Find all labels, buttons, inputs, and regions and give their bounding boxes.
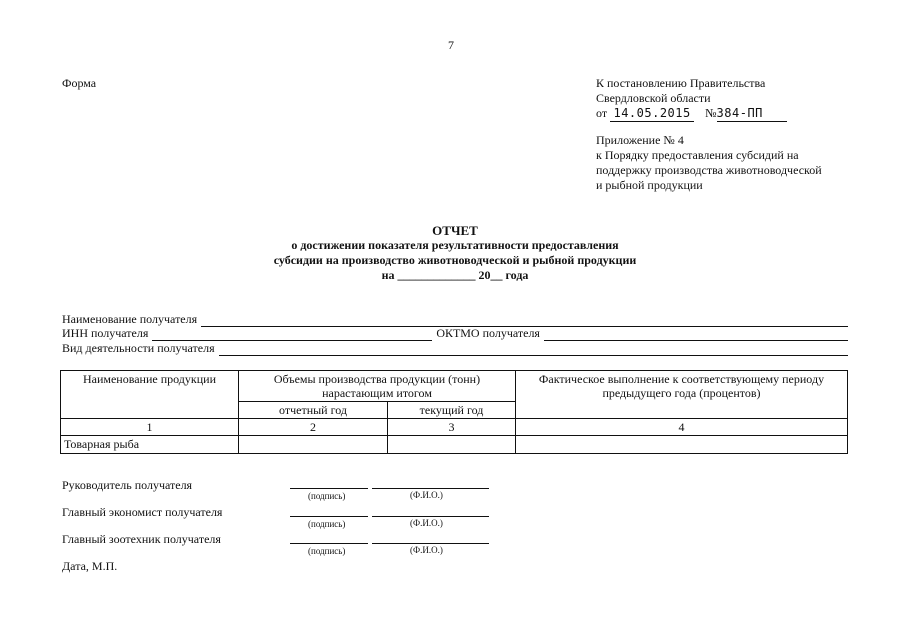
head-fio-line[interactable] xyxy=(372,487,489,489)
header-reporting-year: отчетный год xyxy=(239,402,388,419)
decree-date: 14.05.2015 xyxy=(610,106,694,122)
oktmo-line[interactable] xyxy=(544,328,848,341)
col-num-3: 3 xyxy=(388,419,516,436)
decree-reference xyxy=(596,76,787,122)
activity-label: Вид деятельности получателя xyxy=(62,341,215,355)
row-current-year-value[interactable] xyxy=(388,436,516,454)
report-table xyxy=(60,370,848,454)
date-stamp-label: Дата, М.П. xyxy=(62,559,118,573)
header-current-year: текущий год xyxy=(388,402,516,419)
col-num-4: 4 xyxy=(516,419,848,436)
inn-oktmo-row xyxy=(62,327,848,341)
page-number: 7 xyxy=(448,38,454,52)
zootech-sign-line[interactable] xyxy=(290,542,368,544)
report-period: на _____________ 20__ года xyxy=(381,268,529,282)
inn-line[interactable] xyxy=(152,328,432,341)
decree-line-1: К постановлению Правительства xyxy=(596,76,766,90)
form-label: Форма xyxy=(62,76,97,90)
activity-row xyxy=(62,342,848,356)
appendix-line-1: Приложение № 4 xyxy=(596,133,684,147)
economist-sign-caption: (подпись) xyxy=(308,519,346,529)
appendix-line-4: и рыбной продукции xyxy=(596,178,703,192)
row-product-name: Товарная рыба xyxy=(61,436,239,454)
table-header-row xyxy=(61,371,848,402)
head-fio-caption: (Ф.И.О.) xyxy=(410,490,443,500)
report-subtitle-1: о достижении показателя результативности предоставления xyxy=(291,238,619,252)
activity-line[interactable] xyxy=(219,343,848,356)
economist-fio-line[interactable] xyxy=(372,515,489,517)
col-num-2: 2 xyxy=(239,419,388,436)
economist-fio-caption: (Ф.И.О.) xyxy=(410,518,443,528)
header-product-name: Наименование продукции xyxy=(61,371,239,419)
header-production-volume: Объемы производства продукции (тонн) нарастающим итогом xyxy=(239,371,516,402)
report-title: ОТЧЕТ xyxy=(432,223,478,238)
economist-label: Главный экономист получателя xyxy=(62,505,223,519)
appendix-block xyxy=(596,133,822,193)
row-reporting-year-value[interactable] xyxy=(239,436,388,454)
decree-number: 384-ПП xyxy=(717,106,787,122)
head-label: Руководитель получателя xyxy=(62,478,193,492)
decree-num-label: № xyxy=(705,106,717,120)
oktmo-label: ОКТМО получателя xyxy=(436,326,540,340)
recipient-name-row xyxy=(62,313,848,327)
table-number-row xyxy=(61,419,848,436)
zootech-label: Главный зоотехник получателя xyxy=(62,532,221,546)
zootech-sign-caption: (подпись) xyxy=(308,546,346,556)
col-num-1: 1 xyxy=(61,419,239,436)
head-sign-caption: (подпись) xyxy=(308,491,346,501)
row-actual-performance-value[interactable] xyxy=(516,436,848,454)
decree-from-label: от xyxy=(596,106,608,120)
report-subtitle-2: субсидии на производство животноводческой и рыбной продукции xyxy=(273,253,637,267)
zootech-fio-caption: (Ф.И.О.) xyxy=(410,545,443,555)
appendix-line-3: поддержку производства животноводческой xyxy=(596,163,822,177)
inn-label: ИНН получателя xyxy=(62,326,149,340)
decree-line-2: Свердловской области xyxy=(596,91,711,105)
appendix-line-2: к Порядку предоставления субсидий на xyxy=(596,148,799,162)
recipient-name-label: Наименование получателя xyxy=(62,312,198,326)
head-sign-line[interactable] xyxy=(290,487,368,489)
header-actual-performance: Фактическое выполнение к соответствующему периоду предыдущего года (процентов) xyxy=(516,371,848,419)
table-row xyxy=(61,436,848,454)
economist-sign-line[interactable] xyxy=(290,515,368,517)
zootech-fio-line[interactable] xyxy=(372,542,489,544)
decree-date-line xyxy=(596,106,787,122)
